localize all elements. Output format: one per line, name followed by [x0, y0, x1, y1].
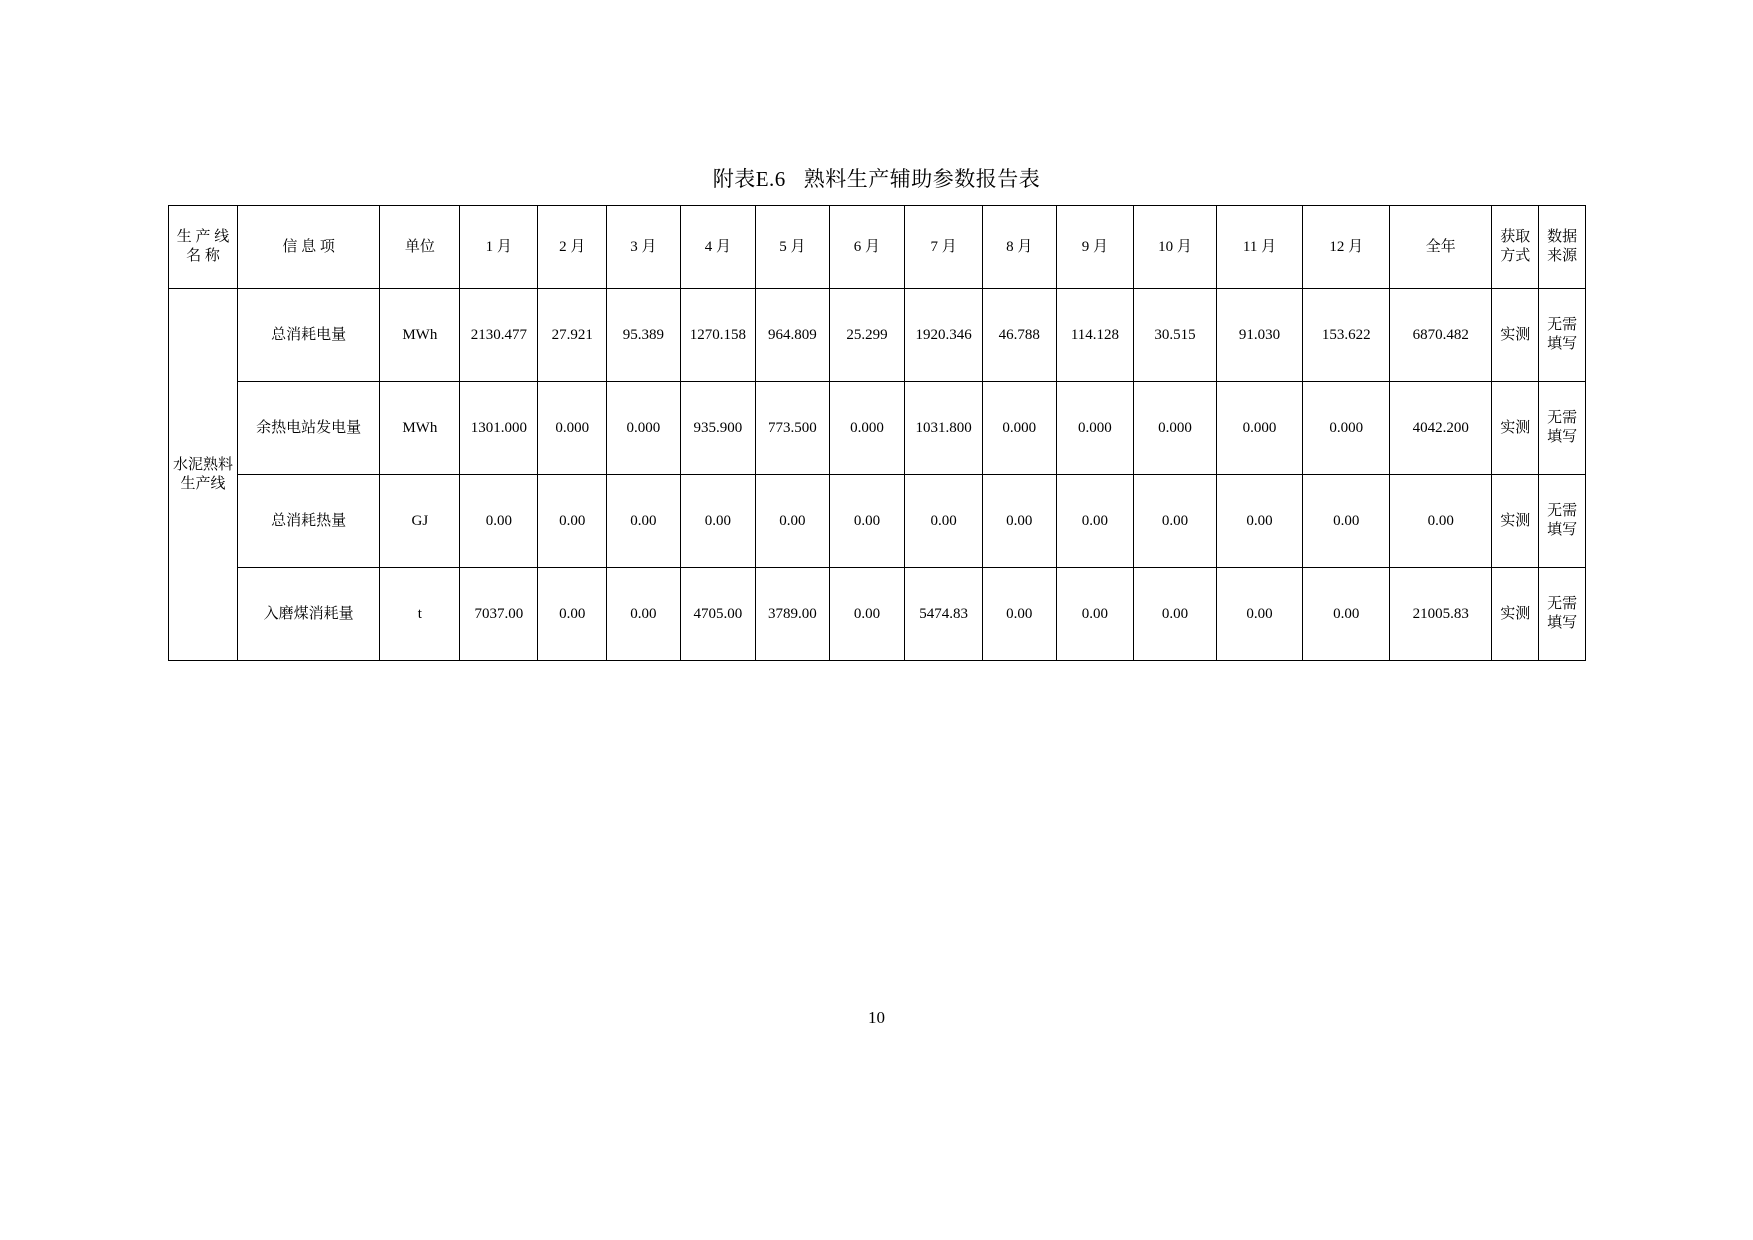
cell-month-12: 153.622: [1303, 289, 1390, 382]
title-main: 熟料生产辅助参数报告表: [803, 167, 1041, 191]
table-row: [169, 382, 1586, 475]
cell-info-item: 总消耗热量: [237, 475, 379, 568]
cell-unit: MWh: [380, 289, 460, 382]
cell-month-5: 3789.00: [756, 568, 829, 661]
cell-month-4: 4705.00: [680, 568, 756, 661]
cell-full-year: 6870.482: [1390, 289, 1492, 382]
cell-month-1: 1301.000: [460, 382, 538, 475]
header-data-source: 数据来源: [1539, 206, 1586, 289]
header-month-9: 9 月: [1056, 206, 1134, 289]
header-month-2: 2 月: [538, 206, 607, 289]
cell-info-item: 总消耗电量: [237, 289, 379, 382]
cell-month-3: 0.000: [607, 382, 680, 475]
cell-month-2: 0.00: [538, 475, 607, 568]
header-line-name: 生 产 线名 称: [169, 206, 238, 289]
cell-month-9: 0.00: [1056, 475, 1134, 568]
cell-month-7: 0.00: [905, 475, 983, 568]
header-month-4: 4 月: [680, 206, 756, 289]
header-unit: 单位: [380, 206, 460, 289]
header-month-6: 6 月: [829, 206, 905, 289]
header-month-12: 12 月: [1303, 206, 1390, 289]
cell-info-item: 入磨煤消耗量: [237, 568, 379, 661]
cell-acquisition-method: 实测: [1492, 475, 1539, 568]
header-info-item: 信 息 项: [237, 206, 379, 289]
header-full-year: 全年: [1390, 206, 1492, 289]
cell-month-4: 0.00: [680, 475, 756, 568]
cell-data-source: 无需填写: [1539, 289, 1586, 382]
cell-full-year: 0.00: [1390, 475, 1492, 568]
cell-month-8: 0.000: [983, 382, 1056, 475]
header-acquisition-method: 获取方式: [1492, 206, 1539, 289]
cell-month-10: 0.000: [1134, 382, 1216, 475]
header-month-1: 1 月: [460, 206, 538, 289]
cell-unit: t: [380, 568, 460, 661]
cell-month-1: 7037.00: [460, 568, 538, 661]
cell-data-source: 无需填写: [1539, 475, 1586, 568]
cell-month-10: 0.00: [1134, 568, 1216, 661]
cell-month-12: 0.000: [1303, 382, 1390, 475]
cell-month-11: 0.00: [1216, 568, 1303, 661]
cell-month-1: 0.00: [460, 475, 538, 568]
cell-month-3: 0.00: [607, 475, 680, 568]
cell-month-3: 0.00: [607, 568, 680, 661]
table-row: [169, 568, 1586, 661]
cell-month-1: 2130.477: [460, 289, 538, 382]
cell-data-source: 无需填写: [1539, 382, 1586, 475]
cell-month-8: 0.00: [983, 568, 1056, 661]
cell-month-8: 46.788: [983, 289, 1056, 382]
cell-month-11: 91.030: [1216, 289, 1303, 382]
cell-month-7: 1920.346: [905, 289, 983, 382]
cell-month-9: 0.000: [1056, 382, 1134, 475]
cell-month-9: 0.00: [1056, 568, 1134, 661]
cell-month-12: 0.00: [1303, 475, 1390, 568]
cell-full-year: 21005.83: [1390, 568, 1492, 661]
table-header-row: [169, 206, 1586, 289]
cell-month-7: 1031.800: [905, 382, 983, 475]
cell-month-4: 935.900: [680, 382, 756, 475]
cell-month-3: 95.389: [607, 289, 680, 382]
header-month-8: 8 月: [983, 206, 1056, 289]
cell-month-7: 5474.83: [905, 568, 983, 661]
clinker-auxiliary-parameters-table: [168, 205, 1586, 661]
cell-month-12: 0.00: [1303, 568, 1390, 661]
header-month-3: 3 月: [607, 206, 680, 289]
cell-month-9: 114.128: [1056, 289, 1134, 382]
cell-month-6: 0.00: [829, 475, 905, 568]
header-month-10: 10 月: [1134, 206, 1216, 289]
cell-month-11: 0.000: [1216, 382, 1303, 475]
cell-month-10: 0.00: [1134, 475, 1216, 568]
cell-month-2: 0.00: [538, 568, 607, 661]
title-prefix: 附表E.6: [712, 167, 786, 191]
cell-month-6: 0.00: [829, 568, 905, 661]
table-row: [169, 475, 1586, 568]
cell-unit: MWh: [380, 382, 460, 475]
cell-month-5: 964.809: [756, 289, 829, 382]
cell-acquisition-method: 实测: [1492, 568, 1539, 661]
cell-acquisition-method: 实测: [1492, 289, 1539, 382]
cell-info-item: 余热电站发电量: [237, 382, 379, 475]
cell-month-2: 27.921: [538, 289, 607, 382]
table-row: [169, 289, 1586, 382]
page-number: 10: [868, 1008, 885, 1027]
cell-month-5: 0.00: [756, 475, 829, 568]
cell-month-6: 25.299: [829, 289, 905, 382]
cell-month-6: 0.000: [829, 382, 905, 475]
cell-month-4: 1270.158: [680, 289, 756, 382]
cell-full-year: 4042.200: [1390, 382, 1492, 475]
cell-month-8: 0.00: [983, 475, 1056, 568]
cell-month-2: 0.000: [538, 382, 607, 475]
cell-line-name: 水泥熟料生产线: [169, 289, 238, 661]
cell-month-11: 0.00: [1216, 475, 1303, 568]
cell-data-source: 无需填写: [1539, 568, 1586, 661]
cell-month-5: 773.500: [756, 382, 829, 475]
header-month-11: 11 月: [1216, 206, 1303, 289]
header-month-7: 7 月: [905, 206, 983, 289]
cell-acquisition-method: 实测: [1492, 382, 1539, 475]
cell-unit: GJ: [380, 475, 460, 568]
page-title: [0, 163, 1753, 193]
cell-month-10: 30.515: [1134, 289, 1216, 382]
header-month-5: 5 月: [756, 206, 829, 289]
